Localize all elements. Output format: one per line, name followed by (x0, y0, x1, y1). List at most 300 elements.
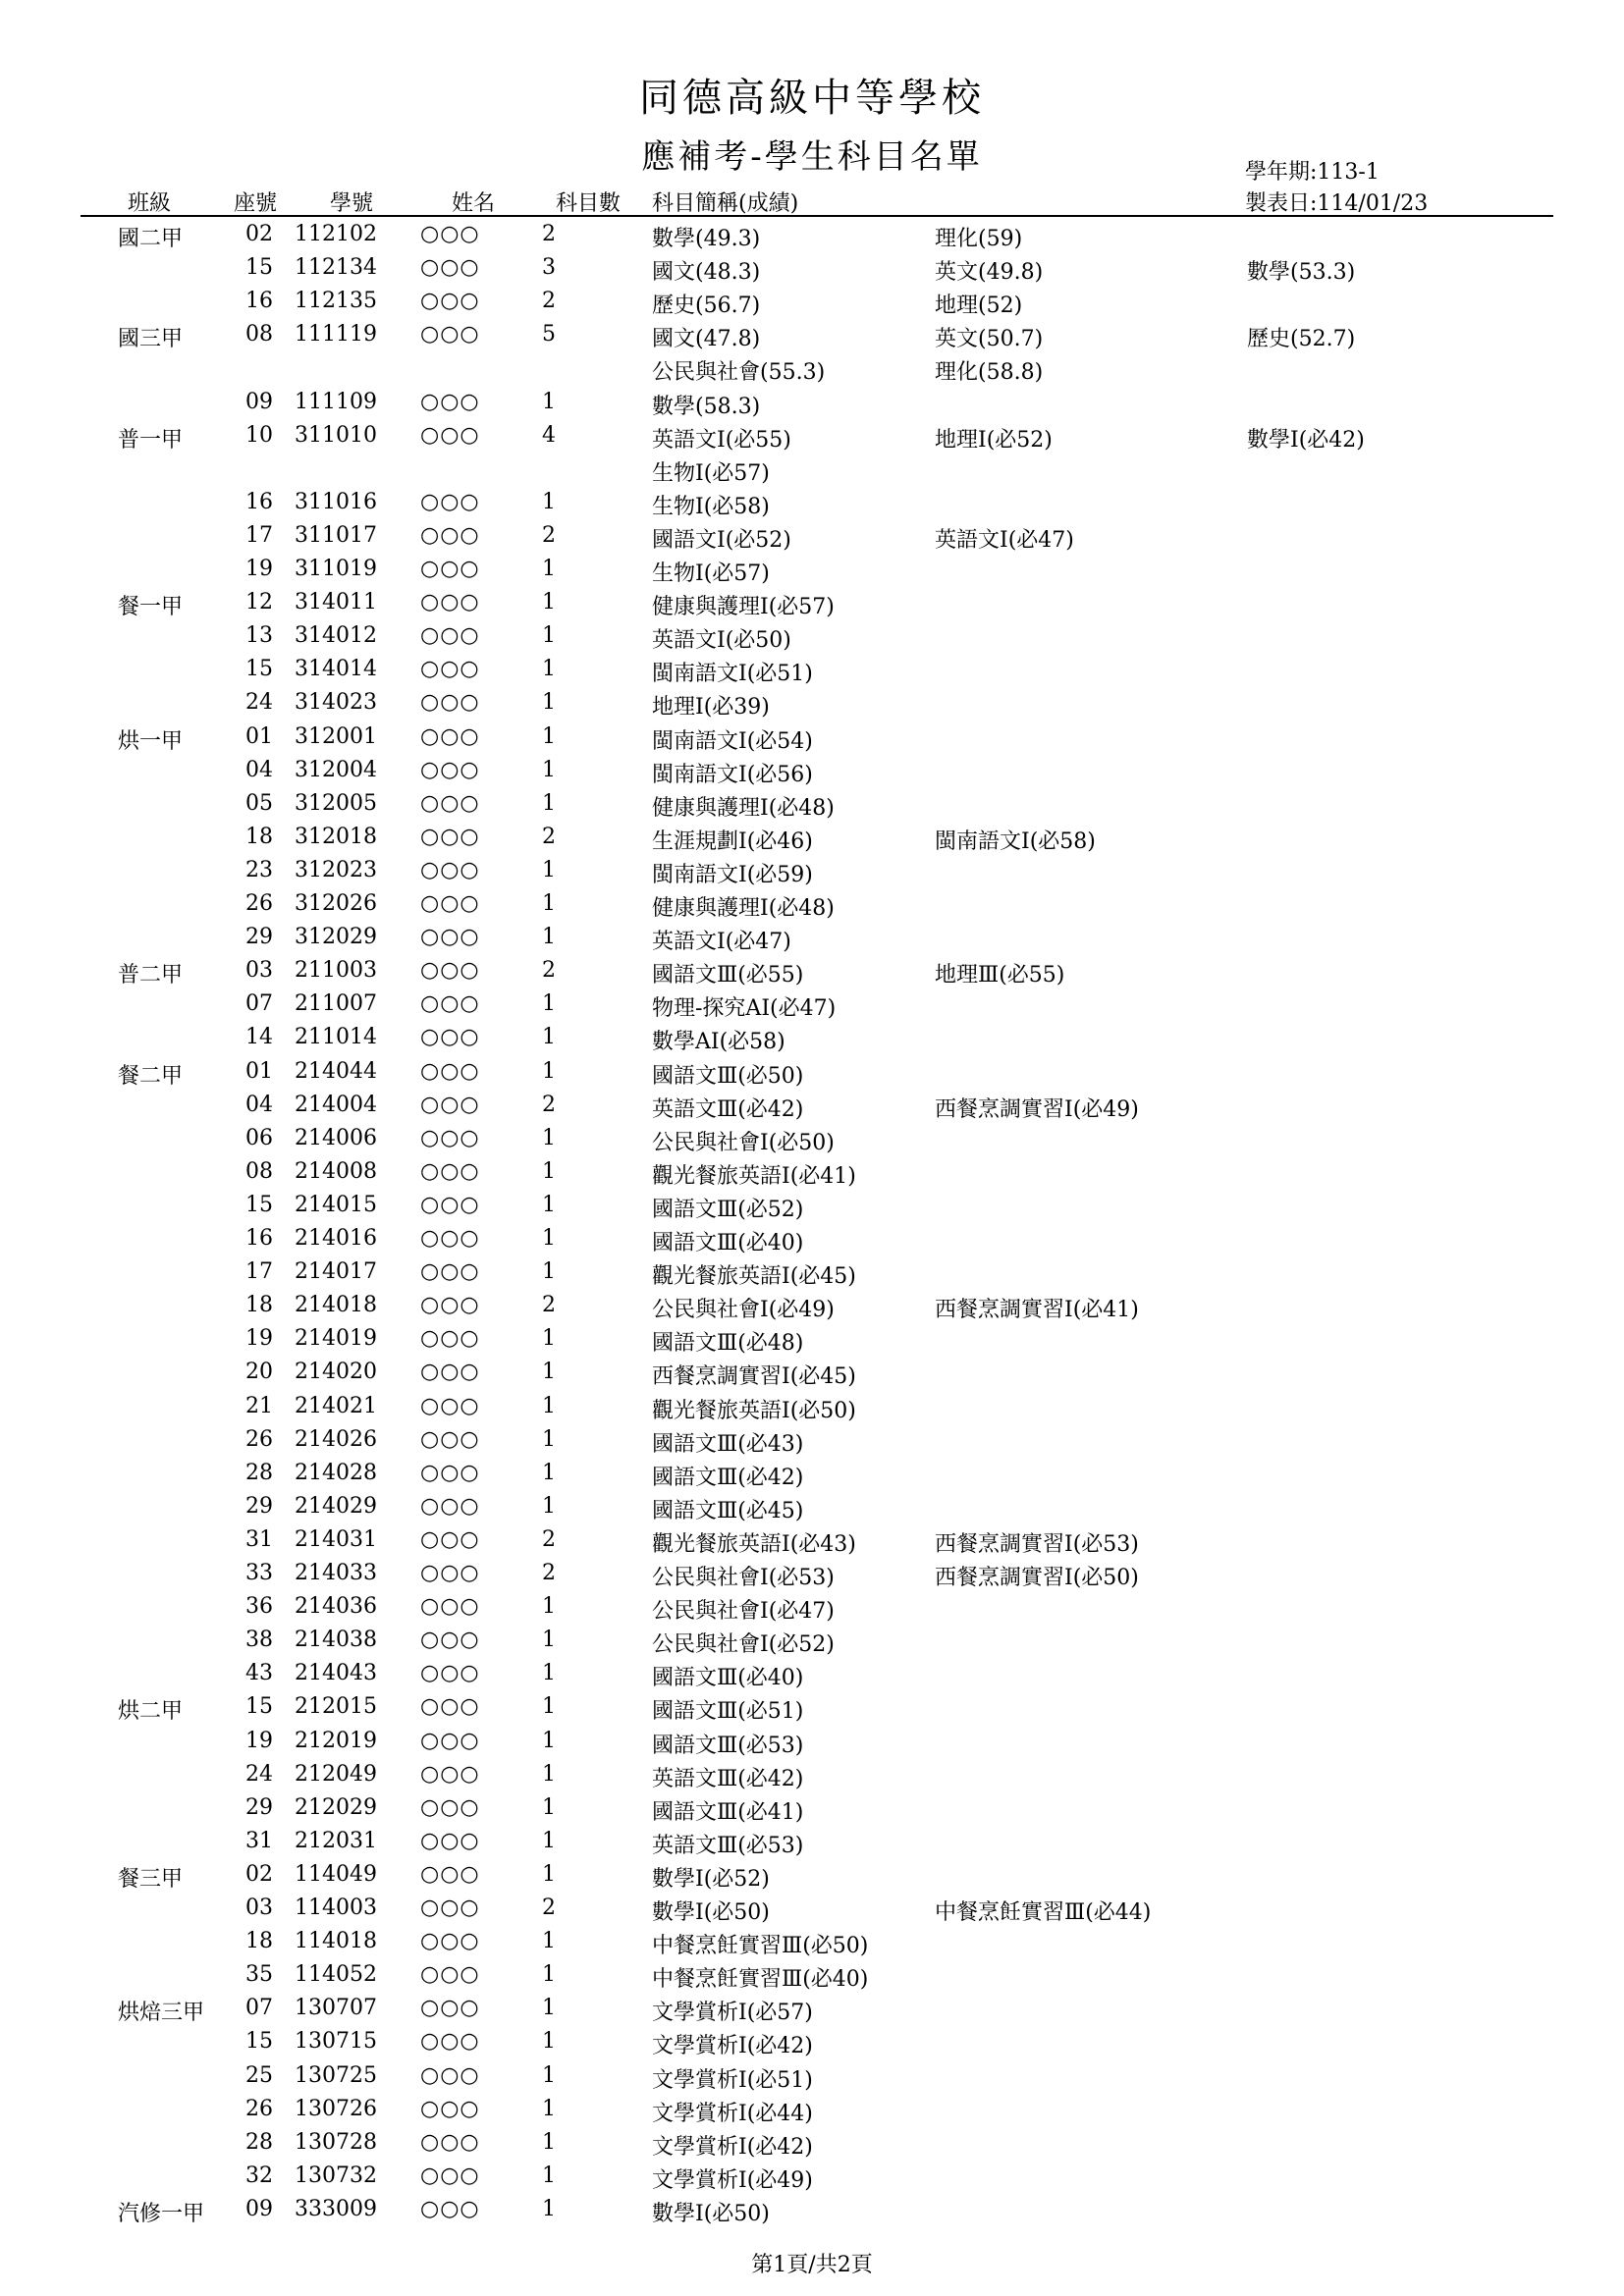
table-row (0, 1255, 1624, 1289)
table-row (0, 1958, 1624, 1992)
seat-number-cell: 15 (245, 2029, 273, 2055)
student-id-cell: 114018 (295, 1929, 377, 1954)
student-name-cell: ○○○ (420, 1896, 480, 1920)
student-id-cell: 214019 (295, 1326, 377, 1352)
table-row (0, 486, 1624, 519)
seat-number-cell: 17 (245, 522, 273, 548)
subject-score-cell: 公民與社會Ⅰ(必52) (652, 1632, 835, 1658)
seat-number-cell: 09 (245, 2196, 273, 2221)
class-cell: 烘一甲 (118, 728, 184, 754)
subject-count-cell: 1 (542, 1493, 556, 1519)
seat-number-cell: 04 (245, 1092, 273, 1117)
seat-number-cell: 19 (245, 1728, 273, 1753)
seat-number-cell: 25 (245, 2062, 273, 2088)
subject-count-cell: 1 (542, 623, 556, 649)
subject-count-cell: 1 (542, 2062, 556, 2088)
table-row (0, 1624, 1624, 1657)
student-id-cell: 214026 (295, 1426, 377, 1452)
class-cell: 烘焙三甲 (118, 2001, 205, 2026)
subject-score-cell: 健康與護理Ⅰ(必57) (652, 595, 835, 620)
seat-number-cell: 36 (245, 1594, 273, 1620)
subject-count-cell: 2 (542, 958, 556, 984)
table-row (0, 1356, 1624, 1389)
subject-score-cell: 國語文Ⅲ(必40) (652, 1666, 804, 1691)
column-header-seat: 座號 (234, 191, 278, 216)
student-name-cell: ○○○ (420, 422, 480, 448)
seat-number-cell: 06 (245, 1125, 273, 1150)
subject-count-cell: 4 (542, 422, 556, 448)
student-id-cell: 212031 (295, 1828, 377, 1853)
seat-number-cell: 24 (245, 1761, 273, 1787)
seat-number-cell: 19 (245, 1326, 273, 1352)
student-name-cell: ○○○ (420, 790, 480, 816)
subject-score-cell: 文學賞析Ⅰ(必44) (652, 2101, 813, 2126)
seat-number-cell: 04 (245, 757, 273, 782)
subject-score-cell: 西餐烹調實習Ⅰ(必41) (935, 1298, 1139, 1323)
subject-score-cell: 國文(47.8) (652, 327, 761, 352)
subject-score-cell: 國語文Ⅲ(必55) (652, 963, 804, 988)
column-header-student-id: 學號 (330, 191, 374, 216)
subject-score-cell: 國語文Ⅲ(必51) (652, 1699, 804, 1725)
subject-count-cell: 1 (542, 557, 556, 581)
subject-count-cell: 2 (542, 289, 556, 314)
subject-count-cell: 1 (542, 2029, 556, 2055)
table-row (0, 419, 1624, 453)
subject-score-cell: 英文(50.7) (935, 327, 1044, 352)
table-row (0, 318, 1624, 351)
class-cell: 國三甲 (118, 327, 184, 352)
student-name-cell: ○○○ (420, 1226, 480, 1251)
seat-number-cell: 20 (245, 1360, 273, 1385)
subject-score-cell: 理化(59) (935, 227, 1023, 251)
student-id-cell: 314014 (295, 657, 377, 682)
student-id-cell: 211007 (295, 991, 377, 1017)
made-date-label: 製表日:114/01/23 (1245, 191, 1429, 216)
student-id-cell: 312004 (295, 757, 377, 782)
student-name-cell: ○○○ (420, 2196, 480, 2221)
subject-count-cell: 1 (542, 1226, 556, 1251)
student-id-cell: 112135 (295, 289, 377, 314)
table-row (0, 1791, 1624, 1825)
table-row (0, 1189, 1624, 1222)
table-row (0, 1758, 1624, 1791)
student-name-cell: ○○○ (420, 389, 480, 414)
table-row (0, 954, 1624, 988)
subject-count-cell: 1 (542, 1962, 556, 1988)
student-id-cell: 212019 (295, 1728, 377, 1753)
subject-score-cell: 閩南語文Ⅰ(必51) (652, 662, 813, 687)
student-name-cell: ○○○ (420, 1526, 480, 1552)
table-row (0, 1690, 1624, 1724)
student-name-cell: ○○○ (420, 2096, 480, 2121)
subject-score-cell: 國語文Ⅲ(必41) (652, 1799, 804, 1825)
subject-score-cell: 數學Ⅰ(必52) (652, 1866, 770, 1892)
seat-number-cell: 28 (245, 1460, 273, 1485)
student-name-cell: ○○○ (420, 2129, 480, 2155)
subject-count-cell: 1 (542, 1158, 556, 1184)
table-row (0, 2025, 1624, 2058)
subject-count-cell: 1 (542, 1460, 556, 1485)
seat-number-cell: 29 (245, 1493, 273, 1519)
subject-count-cell: 1 (542, 925, 556, 950)
student-name-cell: ○○○ (420, 2029, 480, 2055)
subject-score-cell: 理化(58.8) (935, 360, 1044, 386)
student-name-cell: ○○○ (420, 1861, 480, 1887)
student-name-cell: ○○○ (420, 590, 480, 615)
table-row (0, 1825, 1624, 1858)
seat-number-cell: 19 (245, 557, 273, 581)
student-name-cell: ○○○ (420, 1025, 480, 1050)
student-name-cell: ○○○ (420, 1694, 480, 1720)
subject-count-cell: 1 (542, 757, 556, 782)
subject-score-cell: 生物Ⅰ(必57) (652, 561, 770, 586)
seat-number-cell: 13 (245, 623, 273, 649)
subject-score-cell: 歷史(52.7) (1247, 327, 1356, 352)
table-row (0, 1992, 1624, 2025)
student-name-cell: ○○○ (420, 991, 480, 1017)
student-name-cell: ○○○ (420, 1628, 480, 1653)
student-id-cell: 130732 (295, 2163, 377, 2188)
student-name-cell: ○○○ (420, 1761, 480, 1787)
student-id-cell: 130715 (295, 2029, 377, 2055)
subject-score-cell: 觀光餐旅英語Ⅰ(必41) (652, 1163, 856, 1189)
subject-count-cell: 1 (542, 1628, 556, 1653)
subject-score-cell: 英語文Ⅰ(必50) (652, 628, 791, 654)
seat-number-cell: 10 (245, 422, 273, 448)
student-name-cell: ○○○ (420, 2062, 480, 2088)
seat-number-cell: 05 (245, 790, 273, 816)
subject-count-cell: 1 (542, 857, 556, 882)
seat-number-cell: 12 (245, 590, 273, 615)
subject-score-cell: 國語文Ⅲ(必53) (652, 1733, 804, 1758)
table-row (0, 1322, 1624, 1356)
seat-number-cell: 32 (245, 2163, 273, 2188)
table-row (0, 1155, 1624, 1189)
subject-score-cell: 地理Ⅰ(必52) (935, 427, 1053, 453)
student-id-cell: 211003 (295, 958, 377, 984)
student-id-cell: 312023 (295, 857, 377, 882)
subject-count-cell: 1 (542, 1861, 556, 1887)
student-name-cell: ○○○ (420, 1493, 480, 1519)
subject-count-cell: 1 (542, 2129, 556, 2155)
seat-number-cell: 16 (245, 489, 273, 514)
table-row (0, 1590, 1624, 1624)
seat-number-cell: 31 (245, 1526, 273, 1552)
student-id-cell: 214043 (295, 1661, 377, 1686)
subject-score-cell: 公民與社會Ⅰ(必49) (652, 1298, 835, 1323)
student-name-cell: ○○○ (420, 824, 480, 849)
seat-number-cell: 01 (245, 1058, 273, 1084)
table-row (0, 1390, 1624, 1423)
seat-number-cell: 26 (245, 1426, 273, 1452)
seat-number-cell: 18 (245, 1293, 273, 1318)
student-name-cell: ○○○ (420, 1996, 480, 2021)
seat-number-cell: 07 (245, 991, 273, 1017)
student-id-cell: 214016 (295, 1226, 377, 1251)
subject-count-cell: 1 (542, 1360, 556, 1385)
subject-score-cell: 數學AⅠ(必58) (652, 1030, 785, 1055)
student-id-cell: 214017 (295, 1259, 377, 1285)
subject-score-cell: 健康與護理Ⅰ(必48) (652, 896, 835, 921)
student-name-cell: ○○○ (420, 891, 480, 916)
subject-score-cell: 歷史(56.7) (652, 294, 761, 319)
subject-score-cell: 國語文Ⅲ(必40) (652, 1231, 804, 1255)
subject-score-cell: 物理-探究AⅠ(必47) (652, 996, 837, 1022)
seat-number-cell: 02 (245, 222, 273, 246)
seat-number-cell: 17 (245, 1259, 273, 1285)
subject-score-cell: 國語文Ⅲ(必50) (652, 1063, 804, 1089)
student-id-cell: 214033 (295, 1561, 377, 1585)
student-name-cell: ○○○ (420, 557, 480, 581)
student-id-cell: 130728 (295, 2129, 377, 2155)
student-name-cell: ○○○ (420, 1561, 480, 1585)
table-row (0, 1289, 1624, 1322)
subject-count-cell: 2 (542, 824, 556, 849)
subject-count-cell: 1 (542, 790, 556, 816)
table-row (0, 1892, 1624, 1925)
student-id-cell: 114003 (295, 1896, 377, 1920)
table-row (0, 1122, 1624, 1155)
seat-number-cell: 09 (245, 389, 273, 414)
seat-number-cell: 38 (245, 1628, 273, 1653)
student-id-cell: 214021 (295, 1393, 377, 1418)
subject-score-cell: 閩南語文Ⅰ(必56) (652, 762, 813, 787)
class-cell: 汽修一甲 (118, 2201, 205, 2226)
subject-score-cell: 地理(52) (935, 294, 1023, 319)
student-name-cell: ○○○ (420, 723, 480, 749)
table-row (0, 921, 1624, 954)
student-id-cell: 214031 (295, 1526, 377, 1552)
table-row (0, 887, 1624, 921)
table-row (0, 1055, 1624, 1089)
student-name-cell: ○○○ (420, 1794, 480, 1820)
table-row (0, 1222, 1624, 1255)
subject-score-cell: 中餐烹飪實習Ⅲ(必40) (652, 1967, 869, 1993)
student-name-cell: ○○○ (420, 1393, 480, 1418)
subject-count-cell: 1 (542, 690, 556, 716)
subject-score-cell: 國語文Ⅲ(必43) (652, 1431, 804, 1457)
student-id-cell: 214006 (295, 1125, 377, 1150)
student-id-cell: 214008 (295, 1158, 377, 1184)
student-name-cell: ○○○ (420, 1728, 480, 1753)
subject-score-cell: 生物Ⅰ(必58) (652, 494, 770, 519)
class-cell: 烘二甲 (118, 1699, 184, 1725)
student-id-cell: 333009 (295, 2196, 377, 2221)
table-row (0, 1657, 1624, 1690)
student-name-cell: ○○○ (420, 1058, 480, 1084)
seat-number-cell: 35 (245, 1962, 273, 1988)
subject-count-cell: 1 (542, 1125, 556, 1150)
school-name: 同德高級中等學校 (639, 76, 985, 121)
student-name-cell: ○○○ (420, 1360, 480, 1385)
subject-score-cell: 英語文Ⅰ(必55) (652, 427, 791, 453)
student-name-cell: ○○○ (420, 1929, 480, 1954)
seat-number-cell: 08 (245, 322, 273, 347)
subject-score-cell: 英語文Ⅲ(必42) (652, 1766, 804, 1791)
table-row (0, 251, 1624, 285)
column-header-name: 姓名 (452, 191, 496, 216)
subject-score-cell: 公民與社會Ⅰ(必50) (652, 1130, 835, 1155)
table-row (0, 1423, 1624, 1457)
seat-number-cell: 15 (245, 657, 273, 682)
subject-count-cell: 2 (542, 1896, 556, 1920)
student-name-cell: ○○○ (420, 289, 480, 314)
student-name-cell: ○○○ (420, 1426, 480, 1452)
table-row (0, 686, 1624, 720)
subject-score-cell: 文學賞析Ⅰ(必51) (652, 2067, 813, 2093)
subject-count-cell: 1 (542, 389, 556, 414)
seat-number-cell: 43 (245, 1661, 273, 1686)
student-name-cell: ○○○ (420, 1158, 480, 1184)
subject-count-cell: 2 (542, 1526, 556, 1552)
class-cell: 餐三甲 (118, 1866, 184, 1892)
subject-score-cell: 地理Ⅲ(必55) (935, 963, 1065, 988)
subject-score-cell: 西餐烹調實習Ⅰ(必45) (652, 1364, 856, 1390)
student-name-cell: ○○○ (420, 1828, 480, 1853)
student-id-cell: 214028 (295, 1460, 377, 1485)
seat-number-cell: 03 (245, 958, 273, 984)
column-header-subjects: 科目簡稱(成績) (652, 191, 799, 216)
student-id-cell: 214044 (295, 1058, 377, 1084)
student-id-cell: 311017 (295, 522, 377, 548)
table-row (0, 351, 1624, 385)
subject-count-cell: 1 (542, 1393, 556, 1418)
student-name-cell: ○○○ (420, 657, 480, 682)
subject-score-cell: 生涯規劃Ⅰ(必46) (652, 828, 813, 854)
student-id-cell: 214038 (295, 1628, 377, 1653)
table-row (0, 619, 1624, 653)
student-id-cell: 314012 (295, 623, 377, 649)
subject-score-cell: 英文(49.8) (935, 260, 1044, 286)
table-row (0, 2059, 1624, 2093)
table-row (0, 2126, 1624, 2160)
student-name-cell: ○○○ (420, 2163, 480, 2188)
table-row (0, 1925, 1624, 1958)
subject-count-cell: 1 (542, 1192, 556, 1217)
student-id-cell: 211014 (295, 1025, 377, 1050)
subject-score-cell: 生物Ⅰ(必57) (652, 460, 770, 486)
student-id-cell: 111109 (295, 389, 377, 414)
seat-number-cell: 16 (245, 289, 273, 314)
table-row (0, 519, 1624, 553)
seat-number-cell: 26 (245, 891, 273, 916)
seat-number-cell: 28 (245, 2129, 273, 2155)
student-id-cell: 212015 (295, 1694, 377, 1720)
subject-count-cell: 1 (542, 1694, 556, 1720)
student-name-cell: ○○○ (420, 623, 480, 649)
table-row (0, 1089, 1624, 1122)
student-name-cell: ○○○ (420, 522, 480, 548)
student-name-cell: ○○○ (420, 1125, 480, 1150)
subject-score-cell: 公民與社會(55.3) (652, 360, 826, 386)
subject-count-cell: 2 (542, 522, 556, 548)
subject-count-cell: 1 (542, 891, 556, 916)
subject-count-cell: 1 (542, 489, 556, 514)
seat-number-cell: 26 (245, 2096, 273, 2121)
subject-count-cell: 2 (542, 1293, 556, 1318)
subject-score-cell: 文學賞析Ⅰ(必42) (652, 2034, 813, 2059)
student-id-cell: 312001 (295, 723, 377, 749)
report-title: 應補考-學生科目名單 (641, 137, 983, 177)
table-row (0, 285, 1624, 318)
subject-score-cell: 國語文Ⅲ(必52) (652, 1197, 804, 1222)
student-id-cell: 314023 (295, 690, 377, 716)
student-name-cell: ○○○ (420, 1661, 480, 1686)
subject-count-cell: 1 (542, 1761, 556, 1787)
subject-score-cell: 閩南語文Ⅰ(必59) (652, 862, 813, 887)
subject-score-cell: 英語文Ⅲ(必53) (652, 1833, 804, 1858)
student-id-cell: 130725 (295, 2062, 377, 2088)
student-name-cell: ○○○ (420, 1594, 480, 1620)
subject-count-cell: 1 (542, 723, 556, 749)
student-id-cell: 312018 (295, 824, 377, 849)
student-name-cell: ○○○ (420, 857, 480, 882)
student-name-cell: ○○○ (420, 1460, 480, 1485)
table-row (0, 787, 1624, 821)
table-row (0, 754, 1624, 787)
table-row (0, 988, 1624, 1021)
subject-score-cell: 數學(49.3) (652, 227, 761, 251)
subject-score-cell: 健康與護理Ⅰ(必48) (652, 795, 835, 821)
subject-count-cell: 2 (542, 222, 556, 246)
student-id-cell: 312026 (295, 891, 377, 916)
table-row (0, 1557, 1624, 1590)
seat-number-cell: 18 (245, 1929, 273, 1954)
table-row (0, 821, 1624, 854)
subject-count-cell: 1 (542, 1326, 556, 1352)
class-cell: 餐一甲 (118, 595, 184, 620)
student-name-cell: ○○○ (420, 690, 480, 716)
table-row (0, 1725, 1624, 1758)
table-row (0, 453, 1624, 486)
student-id-cell: 212049 (295, 1761, 377, 1787)
subject-count-cell: 1 (542, 2196, 556, 2221)
student-name-cell: ○○○ (420, 322, 480, 347)
seat-number-cell: 02 (245, 1861, 273, 1887)
subject-count-cell: 1 (542, 1594, 556, 1620)
student-name-cell: ○○○ (420, 925, 480, 950)
seat-number-cell: 15 (245, 255, 273, 281)
subject-score-cell: 數學(53.3) (1247, 260, 1356, 286)
student-id-cell: 311016 (295, 489, 377, 514)
subject-score-cell: 國語文Ⅰ(必52) (652, 527, 791, 553)
subject-score-cell: 英語文Ⅰ(必47) (652, 930, 791, 955)
subject-count-cell: 1 (542, 657, 556, 682)
student-name-cell: ○○○ (420, 1259, 480, 1285)
table-row (0, 386, 1624, 419)
seat-number-cell: 15 (245, 1192, 273, 1217)
class-cell: 國二甲 (118, 227, 184, 251)
student-name-cell: ○○○ (420, 1293, 480, 1318)
subject-score-cell: 文學賞析Ⅰ(必57) (652, 2001, 813, 2026)
student-id-cell: 312005 (295, 790, 377, 816)
subject-count-cell: 3 (542, 255, 556, 281)
seat-number-cell: 33 (245, 1561, 273, 1585)
student-id-cell: 312029 (295, 925, 377, 950)
subject-score-cell: 國語文Ⅲ(必42) (652, 1465, 804, 1490)
seat-number-cell: 29 (245, 1794, 273, 1820)
table-row (0, 2160, 1624, 2193)
subject-count-cell: 1 (542, 1996, 556, 2021)
subject-score-cell: 數學Ⅰ(必50) (652, 1900, 770, 1925)
seat-number-cell: 08 (245, 1158, 273, 1184)
student-id-cell: 214029 (295, 1493, 377, 1519)
student-id-cell: 130707 (295, 1996, 377, 2021)
subject-score-cell: 國語文Ⅲ(必48) (652, 1331, 804, 1357)
page-number: 第1頁/共2頁 (751, 2253, 873, 2277)
student-id-cell: 130726 (295, 2096, 377, 2121)
seat-number-cell: 16 (245, 1226, 273, 1251)
